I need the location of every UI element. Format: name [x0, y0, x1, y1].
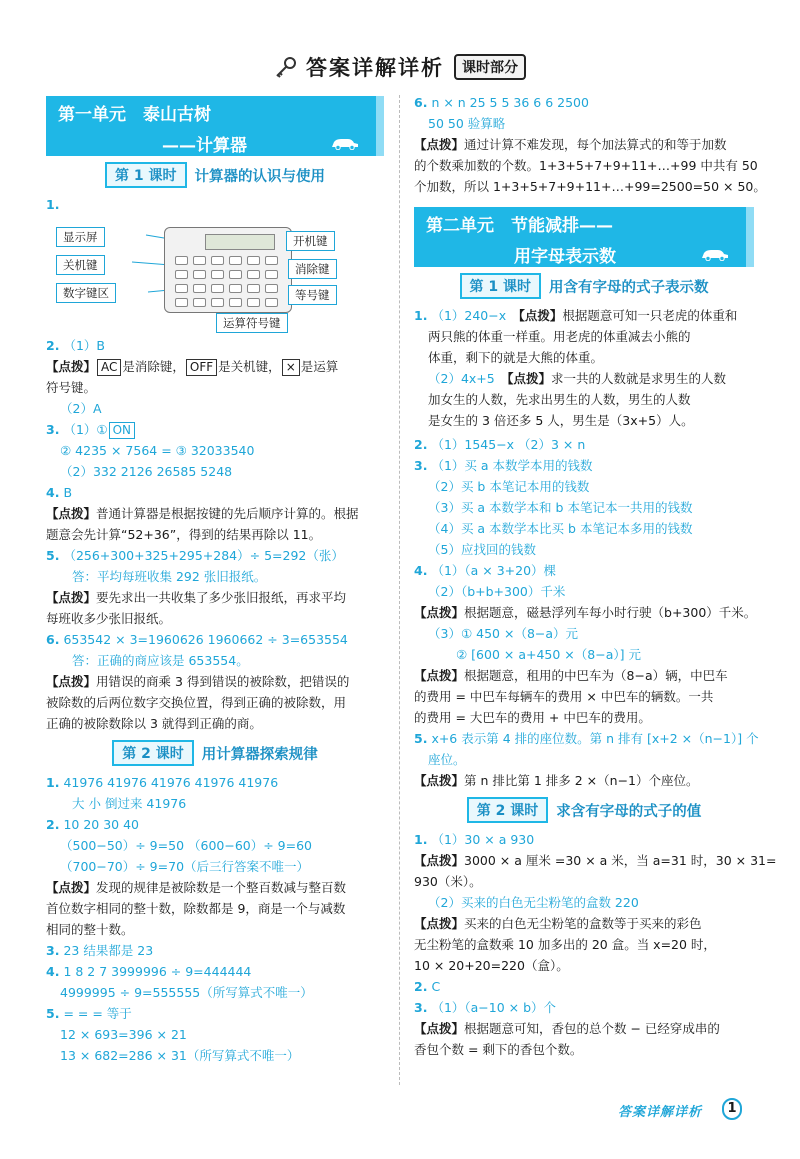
- hint-text: 的费用 = 大巴车的费用 + 中巴车的费用。: [414, 710, 651, 725]
- page-header: [0, 52, 800, 82]
- question-1: [46, 772, 384, 793]
- answer: ② [600 × a+450 ×（8−a）] 元: [456, 647, 641, 662]
- footer-text: 答案详解详析: [618, 1105, 703, 1120]
- question-number: 5.: [414, 731, 428, 746]
- answer: 答：平均每班收集 292 张旧报纸。: [72, 569, 267, 584]
- lesson-name: 用含有字母的式子表示数: [548, 279, 709, 296]
- question-3: [414, 455, 754, 476]
- answer: （3）① 450 ×（8−a）元: [428, 626, 579, 641]
- question-2: [46, 335, 384, 356]
- label-operator-keys: 运算符号键: [216, 313, 288, 333]
- hint-label: 【点拨】: [46, 674, 97, 689]
- calc-key: [265, 256, 278, 265]
- question-4: [414, 560, 754, 581]
- hint-text: 首位数字相同的整十数，除数都是 9，商是一个与减数: [46, 901, 346, 916]
- answer: 10 20 30 40: [63, 817, 139, 832]
- lesson-badge: 第 2 课时: [112, 740, 194, 766]
- hint: [46, 356, 384, 377]
- calc-key: [265, 270, 278, 279]
- question-4: [46, 961, 384, 982]
- answer: = = = 等于: [63, 1006, 132, 1021]
- question-number: 4.: [414, 563, 428, 578]
- hint-label: 【点拨】: [507, 371, 552, 386]
- calc-key: [193, 284, 206, 293]
- key-multiply: ×: [282, 359, 300, 376]
- hint: [414, 602, 757, 623]
- hint-text: 相同的整十数。: [46, 922, 134, 937]
- hint-text: 根据题意，租用的中巴车为（8−a）辆，中巴车: [464, 668, 728, 683]
- answer: （700−70）÷ 9=70（后三行答案不唯一）: [60, 859, 310, 874]
- calc-key: [211, 270, 224, 279]
- question-number: 4.: [46, 485, 60, 500]
- question-number: 2.: [414, 979, 428, 994]
- calc-key: [247, 298, 260, 307]
- calc-key: [229, 270, 242, 279]
- answer: （3）买 a 本数学本和 b 本笔记本一共用的钱数: [428, 500, 693, 515]
- answer: 23 结果都是 23: [63, 943, 154, 958]
- answer: （1）30 × a 930: [431, 832, 535, 847]
- hint: [46, 587, 384, 608]
- calc-key: [265, 284, 278, 293]
- label-digit-keys: 数字键区: [56, 283, 116, 303]
- calc-key: [175, 270, 188, 279]
- hint-text: 发现的规律是被除数是一个整百数减与整百数: [96, 880, 347, 895]
- answer: （2）（b+b+300）千米: [428, 584, 566, 599]
- hint: [414, 850, 777, 871]
- hint-text: 的个数乘加数的个数。1+3+5+7+9+11+…+99 中共有 50: [414, 158, 758, 173]
- question-3: [46, 419, 384, 440]
- calc-key: [193, 256, 206, 265]
- hint-text: 无尘粉笔的盒数乘 10 加多出的 20 盒。当 x=20 时，: [414, 937, 716, 952]
- answer: B: [63, 485, 73, 500]
- calc-key: [247, 256, 260, 265]
- hint: [414, 665, 754, 686]
- page-footer: [618, 1098, 758, 1124]
- hint-label: 【点拨】: [518, 308, 563, 323]
- page-title: 答案详解详析: [306, 56, 444, 80]
- calculator-diagram: [46, 219, 384, 331]
- calc-key: [193, 270, 206, 279]
- question-2: [414, 434, 754, 455]
- answer: （2）332 2126 26585 5248: [60, 464, 233, 479]
- hint-text: 买来的白色无尘粉笔的盒数等于买来的彩色: [464, 916, 702, 931]
- answer: （2）买来的白色无尘粉笔的盒数 220: [428, 895, 639, 910]
- car-icon: [700, 247, 732, 261]
- hint-text: 符号键。: [46, 380, 97, 395]
- answer: （1）（a−10 × b）个: [431, 1000, 557, 1015]
- answer: （1）240−x: [431, 308, 507, 323]
- hint-text: 体重，剩下的就是大熊的体重。: [428, 350, 604, 365]
- answer: 13 × 682=286 × 31（所写算式不唯一）: [60, 1048, 300, 1063]
- calc-key: [211, 256, 224, 265]
- hint-label: 【点拨】: [414, 137, 465, 152]
- section-tag: 课时部分: [454, 54, 526, 80]
- question-number: 2.: [46, 338, 60, 353]
- lesson-badge: 第 2 课时: [467, 797, 549, 823]
- hint-text: 个加数，所以 1+3+5+7+9+11+…+99=2500=50 × 50。: [414, 179, 766, 194]
- calc-key: [229, 256, 242, 265]
- hint-text: 是运算: [300, 359, 339, 374]
- hint-text: 10 × 20+20=220（盒）。: [414, 958, 569, 973]
- calc-key: [229, 298, 242, 307]
- question-number: 5.: [46, 1006, 60, 1021]
- lesson-badge: 第 1 课时: [105, 162, 187, 188]
- unit-title: 第二单元 节能减排——: [426, 216, 613, 236]
- question-2: [414, 976, 754, 997]
- hint-label: 【点拨】: [414, 853, 465, 868]
- hint-label: 【点拨】: [414, 605, 465, 620]
- question-3: [46, 940, 384, 961]
- label-equals-key: 等号键: [288, 285, 337, 305]
- label-clear-key: 消除键: [288, 259, 337, 279]
- key-ac: AC: [97, 359, 121, 376]
- answer: （1）（a × 3+20）棵: [431, 563, 557, 578]
- hint-label: 【点拨】: [46, 359, 97, 374]
- question-number: 3.: [46, 422, 60, 437]
- question-number: 2.: [414, 437, 428, 452]
- unit-banner-1: [46, 96, 384, 156]
- hint-text: 两只熊的体重一样重。用老虎的体重减去小熊的: [428, 329, 691, 344]
- hint-text: 要先求出一共收集了多少张旧报纸，再求平均: [96, 590, 347, 605]
- question-1: [414, 829, 754, 850]
- answer: 4999995 ÷ 9=555555（所写算式不唯一）: [60, 985, 313, 1000]
- lesson-heading-1: [414, 273, 754, 299]
- car-icon: [330, 136, 362, 150]
- hint-label: 【点拨】: [46, 590, 97, 605]
- answer: （1）①: [63, 422, 108, 437]
- answer: ② 4235 × 7564 = ③ 32033540: [60, 443, 255, 458]
- hint-text: 香包个数 = 剩下的香包个数。: [414, 1042, 583, 1057]
- hint-text: 被除数的后两位数字交换位置，得到正确的被除数，用: [46, 695, 347, 710]
- answer: （1）买 a 本数学本用的钱数: [431, 458, 593, 473]
- hint-text: 每班收多少张旧报纸。: [46, 611, 172, 626]
- question-number: 1.: [46, 197, 60, 212]
- lesson-heading-2: [46, 740, 384, 766]
- answer: （1）B: [63, 338, 105, 353]
- question-5: [46, 1003, 384, 1024]
- hint: [414, 1018, 754, 1039]
- answer: C: [431, 979, 441, 994]
- answer: n × n 25 5 5 36 6 6 2500: [431, 95, 589, 110]
- answer: （2）4x+5: [428, 371, 495, 386]
- answer: 1 8 2 7 3999996 ÷ 9=444444: [63, 964, 252, 979]
- question-number: 5.: [46, 548, 60, 563]
- answer: 12 × 693=396 × 21: [60, 1027, 187, 1042]
- lesson-heading-2: [414, 797, 754, 823]
- hint: [46, 503, 384, 524]
- unit-banner-2: [414, 207, 754, 267]
- hint: [46, 877, 384, 898]
- calc-key: [229, 284, 242, 293]
- hint-text: 加女生的人数，先求出男生的人数，男生的人数: [428, 392, 691, 407]
- hint: [414, 134, 754, 155]
- lesson-name: 计算器的认识与使用: [194, 168, 325, 185]
- question-6: [414, 92, 754, 113]
- hint-label: 【点拨】: [414, 668, 465, 683]
- calc-key: [193, 298, 206, 307]
- question-number: 4.: [46, 964, 60, 979]
- calc-key: [247, 284, 260, 293]
- question-6: [46, 629, 384, 650]
- answer: 41976 41976 41976 41976 41976: [63, 775, 279, 790]
- label-display: 显示屏: [56, 227, 105, 247]
- question-number: 1.: [414, 832, 428, 847]
- answer-2: [414, 368, 754, 389]
- lesson-badge: 第 1 课时: [460, 273, 542, 299]
- lesson-heading-1: [46, 162, 384, 188]
- hint-text: 是关机键，: [218, 359, 281, 374]
- calculator-body: [164, 227, 292, 313]
- question-number: 1.: [414, 308, 428, 323]
- hint-text: 普通计算器是根据按键的先后顺序计算的。根据: [96, 506, 359, 521]
- lesson-name: 求含有字母的式子的值: [556, 803, 702, 820]
- hint-label: 【点拨】: [414, 916, 465, 931]
- hint-text: 正确的被除数除以 3 就得到正确的商。: [46, 716, 262, 731]
- right-column: [414, 92, 777, 1060]
- answer: （256+300+325+295+284）÷ 5=292（张）: [63, 548, 344, 563]
- hint-text: 根据题意可知，香包的总个数 − 已经穿成串的: [464, 1021, 720, 1036]
- question-5: [46, 545, 384, 566]
- column-divider: [399, 95, 400, 1085]
- question-number: 2.: [46, 817, 60, 832]
- answer: （5）应找回的钱数: [428, 542, 536, 557]
- calc-key: [175, 284, 188, 293]
- answer: 答：正确的商应该是 653554。: [72, 653, 249, 668]
- hint-text: 题意会先计算“52+36”，得到的结果再除以 11。: [46, 527, 322, 542]
- answer: 座位。: [428, 752, 466, 767]
- lesson-name: 用计算器探索规律: [201, 746, 318, 763]
- calc-key: [265, 298, 278, 307]
- unit-subtitle: ——计算器: [162, 136, 247, 156]
- question-number: 3.: [414, 458, 428, 473]
- calc-key: [211, 284, 224, 293]
- answer: （4）买 a 本数学本比买 b 本笔记本多用的钱数: [428, 521, 693, 536]
- label-on-key: 开机键: [286, 231, 335, 251]
- calc-key: [175, 256, 188, 265]
- hint: [46, 671, 384, 692]
- calc-key: [175, 298, 188, 307]
- answer: （1）1545−x （2）3 × n: [431, 437, 586, 452]
- question-5: [414, 728, 759, 749]
- question-number: 6.: [414, 95, 428, 110]
- hint-text: 根据题意，磁悬浮列车每小时行驶（b+300）千米。: [464, 605, 757, 620]
- hint-label: 【点拨】: [46, 880, 97, 895]
- question-3: [414, 997, 754, 1018]
- hint-text: 求一共的人数就是求男生的人数: [551, 371, 727, 386]
- answer: 大 小 倒过来 41976: [72, 796, 187, 811]
- unit-subtitle: 用字母表示数: [514, 247, 616, 267]
- answer: （2）买 b 本笔记本用的钱数: [428, 479, 590, 494]
- hint-text: 用错误的商乘 3 得到错误的被除数，把错误的: [96, 674, 350, 689]
- calculator-screen: [205, 234, 275, 250]
- question-4: [46, 482, 384, 503]
- hint-text: 930（米）。: [414, 874, 482, 889]
- hint: [414, 913, 754, 934]
- page-number: 1: [722, 1098, 742, 1120]
- hint-text: 3000 × a 厘米 =30 × a 米，当 a=31 时，30 × 31=: [464, 853, 777, 868]
- key-on: ON: [109, 422, 135, 439]
- answer: （2）A: [60, 401, 102, 416]
- answer: 50 50 验算略: [428, 116, 506, 131]
- answer: （500−50）÷ 9=50 （600−60）÷ 9=60: [60, 838, 313, 853]
- question-2: [46, 814, 384, 835]
- question-1: [46, 194, 384, 215]
- key-off: OFF: [186, 359, 217, 376]
- question-number: 6.: [46, 632, 60, 647]
- hint-label: 【点拨】: [414, 1021, 465, 1036]
- hint-text: 通过计算不难发现，每个加法算式的和等于加数: [464, 137, 727, 152]
- hint: [414, 770, 754, 791]
- answer: x+6 表示第 4 排的座位数。第 n 排有 [x+2 ×（n−1）] 个: [431, 731, 759, 746]
- question-1: [414, 305, 754, 326]
- question-number: 1.: [46, 775, 60, 790]
- unit-title: 第一单元 泰山古树: [58, 105, 211, 125]
- hint-text: 是女生的 3 倍还多 5 人，男生是（3x+5）人。: [428, 413, 694, 428]
- label-off-key: 关机键: [56, 255, 105, 275]
- question-number: 3.: [46, 943, 60, 958]
- hint-text: 根据题意可知一只老虎的体重和: [562, 308, 738, 323]
- question-number: 3.: [414, 1000, 428, 1015]
- left-column: [46, 92, 384, 1066]
- hint-label: 【点拨】: [46, 506, 97, 521]
- answer: 653542 × 3=1960626 1960662 ÷ 3=653554: [63, 632, 348, 647]
- hint-text: 是消除键，: [122, 359, 185, 374]
- key-icon: [274, 55, 298, 79]
- hint-text: 第 n 排比第 1 排多 2 ×（n−1）个座位。: [464, 773, 699, 788]
- hint-text: 的费用 = 中巴车每辆车的费用 × 中巴车的辆数。一共: [414, 689, 714, 704]
- calc-key: [247, 270, 260, 279]
- hint-label: 【点拨】: [414, 773, 465, 788]
- calc-key: [211, 298, 224, 307]
